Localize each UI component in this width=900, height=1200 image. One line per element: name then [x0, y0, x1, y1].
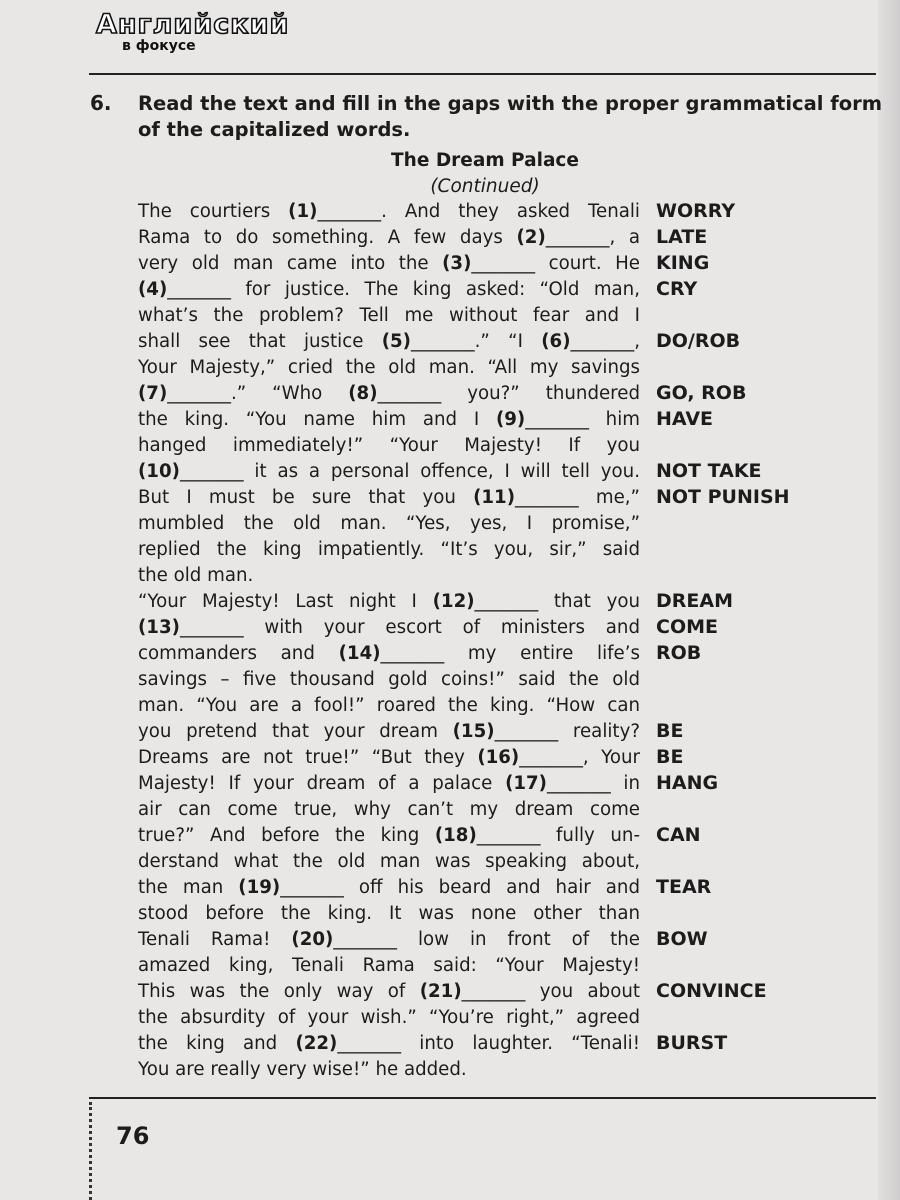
dotted-margin: [89, 1102, 92, 1200]
text-line: commanders and (14)_______ my entire life’s: [138, 643, 641, 664]
capitalized-word: HANG: [656, 772, 719, 794]
capitalized-word: ROB: [656, 642, 702, 664]
task-number: 6.: [90, 91, 112, 115]
text-line: (10)_______ it as a personal offence, I will tell you.: [138, 461, 640, 482]
text-line: “Your Majesty! Last night I (12)_______ that you: [138, 591, 640, 612]
capitalized-word: WORRY: [656, 200, 736, 222]
text-line: Your Majesty,” cried the old man. “All my savings: [138, 357, 640, 378]
text-line: hanged immediately!” “Your Majesty! If you: [138, 435, 640, 456]
capitalized-word: BOW: [656, 928, 708, 950]
story-title: The Dream Palace: [391, 150, 579, 171]
text-line: the man (19)_______ off his beard and hair and: [138, 877, 640, 898]
logo-title: Английский: [96, 9, 290, 40]
text-line: the old man.: [138, 565, 254, 586]
text-line: what’s the problem? Tell me without fear and I: [138, 305, 640, 326]
text-line: the king. “You name him and I (9)_______ him: [138, 409, 640, 430]
text-line: true?” And before the king (18)_______ fully un-: [138, 825, 641, 846]
task-instruction: Read the text and fill in the gaps with the proper grammatical form of the capitalized words.: [138, 92, 883, 141]
capitalized-word: CONVINCE: [656, 980, 767, 1002]
text-line: (13)_______ with your escort of ministers and: [138, 617, 640, 638]
capitalized-word: LATE: [656, 226, 708, 248]
text-line: savings – five thousand gold coins!” said the old: [138, 669, 640, 690]
text-line: the king and (22)_______ into laughter. “Tenali!: [138, 1033, 640, 1054]
text-line: The courtiers (1)_______. And they asked Tenali: [138, 201, 640, 222]
header-rule: [89, 73, 876, 75]
capitalized-word: BE: [656, 746, 684, 768]
capitalized-word: COME: [656, 616, 718, 638]
text-line: Majesty! If your dream of a palace (17)_______ in: [138, 773, 640, 794]
text-line: (4)_______ for justice. The king asked: “Old man,: [138, 279, 640, 300]
text-line: (7)_______.” “Who (8)_______ you?” thundered: [138, 383, 640, 404]
book-logo: [96, 10, 289, 54]
text-line: amazed king, Tenali Rama said: “Your Majesty!: [138, 955, 640, 976]
text-line: the absurdity of your wish.” “You’re right,” agreed: [138, 1007, 640, 1028]
capitalized-word: HAVE: [656, 408, 713, 430]
text-line: you pretend that your dream (15)_______ reality?: [138, 721, 640, 742]
text-line: shall see that justice (5)_______.” “I (6)_______,: [138, 331, 640, 352]
text-line: man. “You are a fool!” roared the king. “How can: [138, 695, 640, 716]
text-line: Tenali Rama! (20)_______ low in front of the: [138, 929, 640, 950]
logo-subtitle: в фокусе: [122, 38, 196, 54]
text-line: But I must be sure that you (11)_______ me,”: [138, 487, 640, 508]
capitalized-word: KING: [656, 252, 710, 274]
text-line: stood before the king. It was none other than: [138, 903, 640, 924]
capitalized-word: NOT TAKE: [656, 460, 762, 482]
page-edge: [878, 0, 900, 1200]
text-line: mumbled the old man. “Yes, yes, I promise,”: [138, 513, 640, 534]
capitalized-word: TEAR: [656, 876, 712, 898]
text-line: Rama to do something. A few days (2)_______, a: [138, 227, 640, 248]
text-line: Dreams are not true!” “But they (16)_______, Your: [138, 747, 640, 768]
text-line: air can come true, why can’t my dream come: [138, 799, 640, 820]
text-line: replied the king impatiently. “It’s you, sir,” said: [138, 539, 640, 560]
capitalized-word: BE: [656, 720, 684, 742]
text-line: You are really very wise!” he added.: [138, 1059, 467, 1080]
page-number: 76: [116, 1122, 150, 1150]
capitalized-word: NOT PUNISH: [656, 486, 790, 508]
story-subtitle: (Continued): [430, 176, 540, 197]
capitalized-word: CRY: [656, 278, 698, 300]
capitalized-word: DREAM: [656, 590, 733, 612]
text-line: very old man came into the (3)_______ court. He: [138, 253, 640, 274]
text-line: This was the only way of (21)_______ you about: [138, 981, 640, 1002]
footer-rule: [89, 1097, 876, 1099]
capitalized-word: DO/ROB: [656, 330, 741, 352]
capitalized-word: BURST: [656, 1032, 728, 1054]
text-line: derstand what the old man was speaking about,: [138, 851, 640, 872]
capitalized-word: CAN: [656, 824, 701, 846]
capitalized-word: GO, ROB: [656, 382, 747, 404]
